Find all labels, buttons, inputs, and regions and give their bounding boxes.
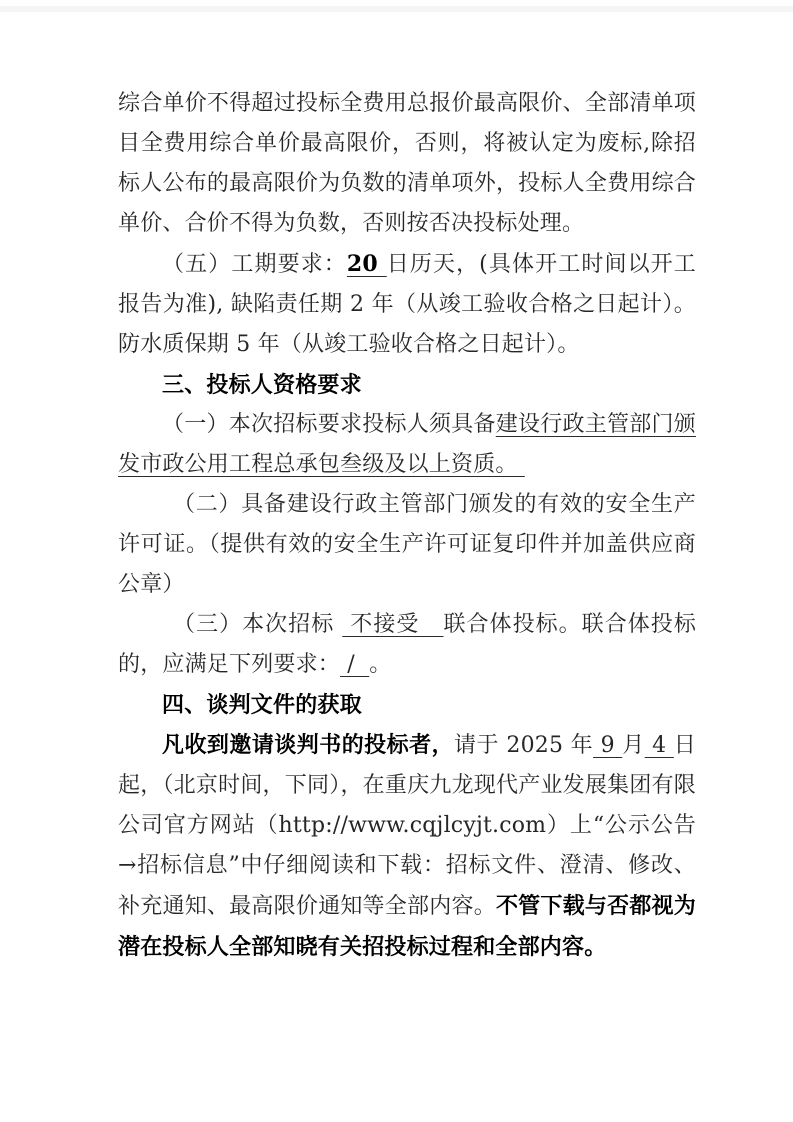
para-item-1-qualification (118, 405, 696, 485)
text-run: （五）工期要求： (162, 252, 347, 277)
para-item-2-safety-license (118, 485, 696, 605)
para-item-3-consortium (118, 605, 696, 685)
text-run: 4 (644, 733, 674, 758)
text-run: 日历天，(具体开工时间以开工报告为准), 缺陷责任期 2 年（从竣工验收合格之日起计）。防水质保期 5 年（从竣工验收合格之日起计）。 (118, 252, 696, 357)
heading-section-4-document-acquisition (118, 685, 696, 725)
text-run: （三）本次招标 (173, 612, 343, 637)
text-run: 20 (346, 251, 387, 277)
text-run: 联合体投标。联合体投标的，应满足下列要求： (118, 612, 697, 677)
text-run: 9 (593, 733, 623, 758)
para-unit-price-continuation (118, 84, 696, 244)
text-run: 月 (622, 733, 645, 758)
text-run: 请于 2025 年 (454, 733, 594, 758)
para-document-acquisition (118, 725, 696, 968)
text-run: / (340, 652, 370, 677)
text-run: 不管下载与否都视为潜在投标人全部知晓有关招投标过程和全部内容。 (118, 893, 696, 960)
document-content (118, 84, 696, 968)
text-run: 三、投标人资格要求 (162, 372, 362, 397)
text-run: 建设行政主管部门颁发市政公用工程总承包叁级及以上资质。 (118, 412, 696, 477)
scan-edge-artifact (0, 6, 793, 12)
text-run: 凡收到邀请谈判书的投标者， (162, 732, 455, 758)
text-run: 四、谈判文件的获取 (162, 692, 362, 717)
text-run: （一）本次招标要求投标人须具备 (162, 412, 496, 437)
text-run: （二）具备建设行政主管部门颁发的有效的安全生产许可证。（提供有效的安全生产许可证复印件并加盖供应商公章） (118, 492, 696, 597)
text-run: 日起，（北京时间，下同），在重庆九龙现代产业发展集团有限公司官方网站（http://www.cqjlcyjt.com）上“公示公告→招标信息”中仔细阅读和下载：招标文件、澄清、修改、补充通知、最高限价通知等全部内容。 (118, 733, 696, 919)
heading-section-3-bidder-qualification (118, 365, 696, 405)
text-run: 。 (369, 652, 392, 677)
text-run: 不接受 (342, 612, 444, 637)
para-item-5-construction-period (118, 244, 696, 365)
text-run: 综合单价不得超过投标全费用总报价最高限价、全部清单项目全费用综合单价最高限价，否则，将被认定为废标,除招标人公布的最高限价为负数的清单项外，投标人全费用综合单价、合价不得为负数，否则按否决投标处理。 (118, 91, 696, 236)
